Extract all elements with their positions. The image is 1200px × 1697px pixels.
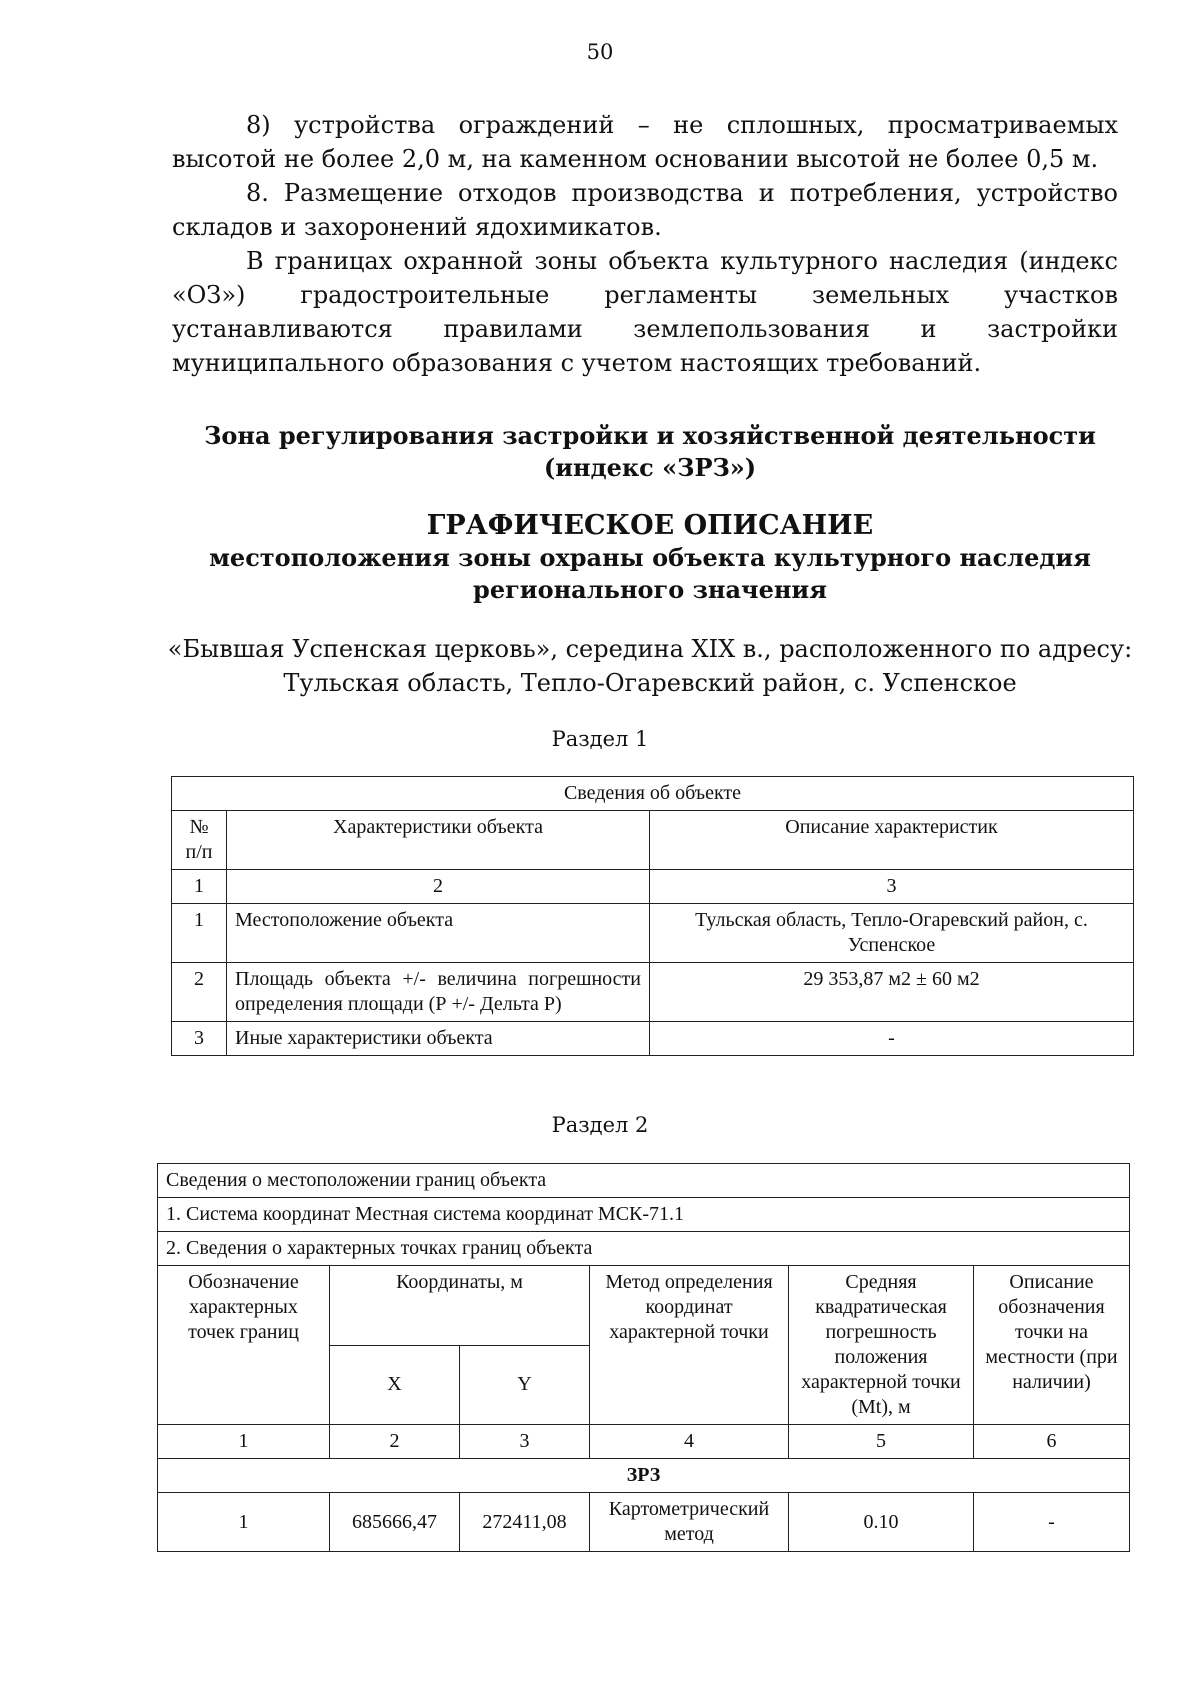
point-y: 272411,08 bbox=[460, 1493, 590, 1552]
object-info-table bbox=[171, 776, 1134, 1056]
section-1-label: Раздел 1 bbox=[551, 727, 649, 751]
graphic-subtitle-1: местоположения зоны охраны объекта культурного наследия bbox=[209, 543, 1091, 572]
column-index: 2 bbox=[330, 1425, 460, 1459]
paragraph-fences: 8) устройства ограждений – не сплошных, просматриваемых высотой не более 2,0 м, на каменном основании высотой не более 0,5 м. bbox=[172, 111, 1118, 173]
object-name-line1: «Бывшая Успенская церковь», середина XIX в., расположенного по адресу: bbox=[167, 635, 1133, 663]
point-error: 0.10 bbox=[789, 1493, 974, 1552]
zone-heading bbox=[150, 420, 1150, 484]
table-row bbox=[172, 811, 1134, 870]
table-row bbox=[172, 1022, 1134, 1056]
column-index: 3 bbox=[650, 870, 1134, 904]
characteristic-value: 29 353,87 м2 ± 60 м2 bbox=[650, 963, 1134, 1022]
column-index: 1 bbox=[158, 1425, 330, 1459]
column-header-point-description: Описание обозначения точки на местности (при наличии) bbox=[974, 1266, 1130, 1425]
table-header: Сведения об объекте bbox=[172, 777, 1134, 811]
row-number: 2 bbox=[172, 963, 227, 1022]
row-number: 1 bbox=[172, 904, 227, 963]
point-method: Картометрический метод bbox=[590, 1493, 789, 1552]
column-header-description: Описание характеристик bbox=[650, 811, 1134, 870]
column-header-error: Средняя квадратическая погрешность положения характерной точки (Mt), м bbox=[789, 1266, 974, 1425]
boundaries-info-header: Сведения о местоположении границ объекта bbox=[158, 1164, 1130, 1198]
coordinate-system: 1. Система координат Местная система координат МСК-71.1 bbox=[158, 1198, 1130, 1232]
characteristic-name: Местоположение объекта bbox=[227, 904, 650, 963]
characteristic-name: Площадь объекта +/- величина погрешности определения площади (Р +/- Дельта Р) bbox=[227, 963, 650, 1022]
paragraph-regulations: В границах охранной зоны объекта культурного наследия (индекс «ОЗ») градостроительные регламенты земельных участков устанавливаются правилами землепользования и застройки муниципального образования с учетом настоящих требований. bbox=[172, 247, 1118, 377]
column-header-number: № п/п bbox=[172, 811, 227, 870]
column-header-designation: Обозначение характерных точек границ bbox=[158, 1266, 330, 1425]
characteristic-value: Тульская область, Тепло-Огаревский район, с. Успенское bbox=[650, 904, 1134, 963]
section-2-label: Раздел 2 bbox=[551, 1113, 649, 1137]
paragraph-waste: 8. Размещение отходов производства и потребления, устройство складов и захоронений ядохимикатов. bbox=[172, 179, 1118, 241]
zone-heading-line2: (индекс «ЗРЗ») bbox=[543, 453, 757, 482]
table-row bbox=[172, 963, 1134, 1022]
column-header-x: X bbox=[330, 1345, 460, 1425]
point-description: - bbox=[974, 1493, 1130, 1552]
table-row bbox=[158, 1164, 1130, 1198]
column-index: 3 bbox=[460, 1425, 590, 1459]
point-designation: 1 bbox=[158, 1493, 330, 1552]
table-row bbox=[158, 1425, 1130, 1459]
boundary-points-table bbox=[157, 1163, 1130, 1552]
table-row bbox=[172, 777, 1134, 811]
column-header-characteristics: Характеристики объекта bbox=[227, 811, 650, 870]
point-x: 685666,47 bbox=[330, 1493, 460, 1552]
column-header-method: Метод определения координат характерной точки bbox=[590, 1266, 789, 1425]
object-address: Тульская область, Тепло-Огаревский район, с. Успенское bbox=[283, 669, 1017, 697]
column-index: 1 bbox=[172, 870, 227, 904]
table-row bbox=[172, 870, 1134, 904]
zone-heading-line1: Зона регулирования застройки и хозяйственной деятельности bbox=[204, 421, 1096, 450]
characteristic-value: - bbox=[650, 1022, 1134, 1056]
table-row bbox=[158, 1232, 1130, 1266]
column-index: 5 bbox=[789, 1425, 974, 1459]
row-number: 3 bbox=[172, 1022, 227, 1056]
table-row bbox=[158, 1198, 1130, 1232]
column-index: 4 bbox=[590, 1425, 789, 1459]
column-header-y: Y bbox=[460, 1345, 590, 1425]
graphic-description-heading bbox=[150, 510, 1150, 606]
zone-label: ЗРЗ bbox=[158, 1459, 1130, 1493]
column-index: 6 bbox=[974, 1425, 1130, 1459]
points-info-header: 2. Сведения о характерных точках границ объекта bbox=[158, 1232, 1130, 1266]
page-number: 50 bbox=[586, 40, 614, 64]
column-header-coordinates: Координаты, м bbox=[330, 1266, 590, 1346]
table-row bbox=[158, 1493, 1130, 1552]
characteristic-name: Иные характеристики объекта bbox=[227, 1022, 650, 1056]
table-row bbox=[158, 1459, 1130, 1493]
object-name bbox=[150, 632, 1150, 700]
column-index: 2 bbox=[227, 870, 650, 904]
graphic-title: ГРАФИЧЕСКОЕ ОПИСАНИЕ bbox=[426, 510, 874, 541]
table-row bbox=[158, 1266, 1130, 1346]
table-row bbox=[172, 904, 1134, 963]
graphic-subtitle-2: регионального значения bbox=[473, 575, 827, 604]
